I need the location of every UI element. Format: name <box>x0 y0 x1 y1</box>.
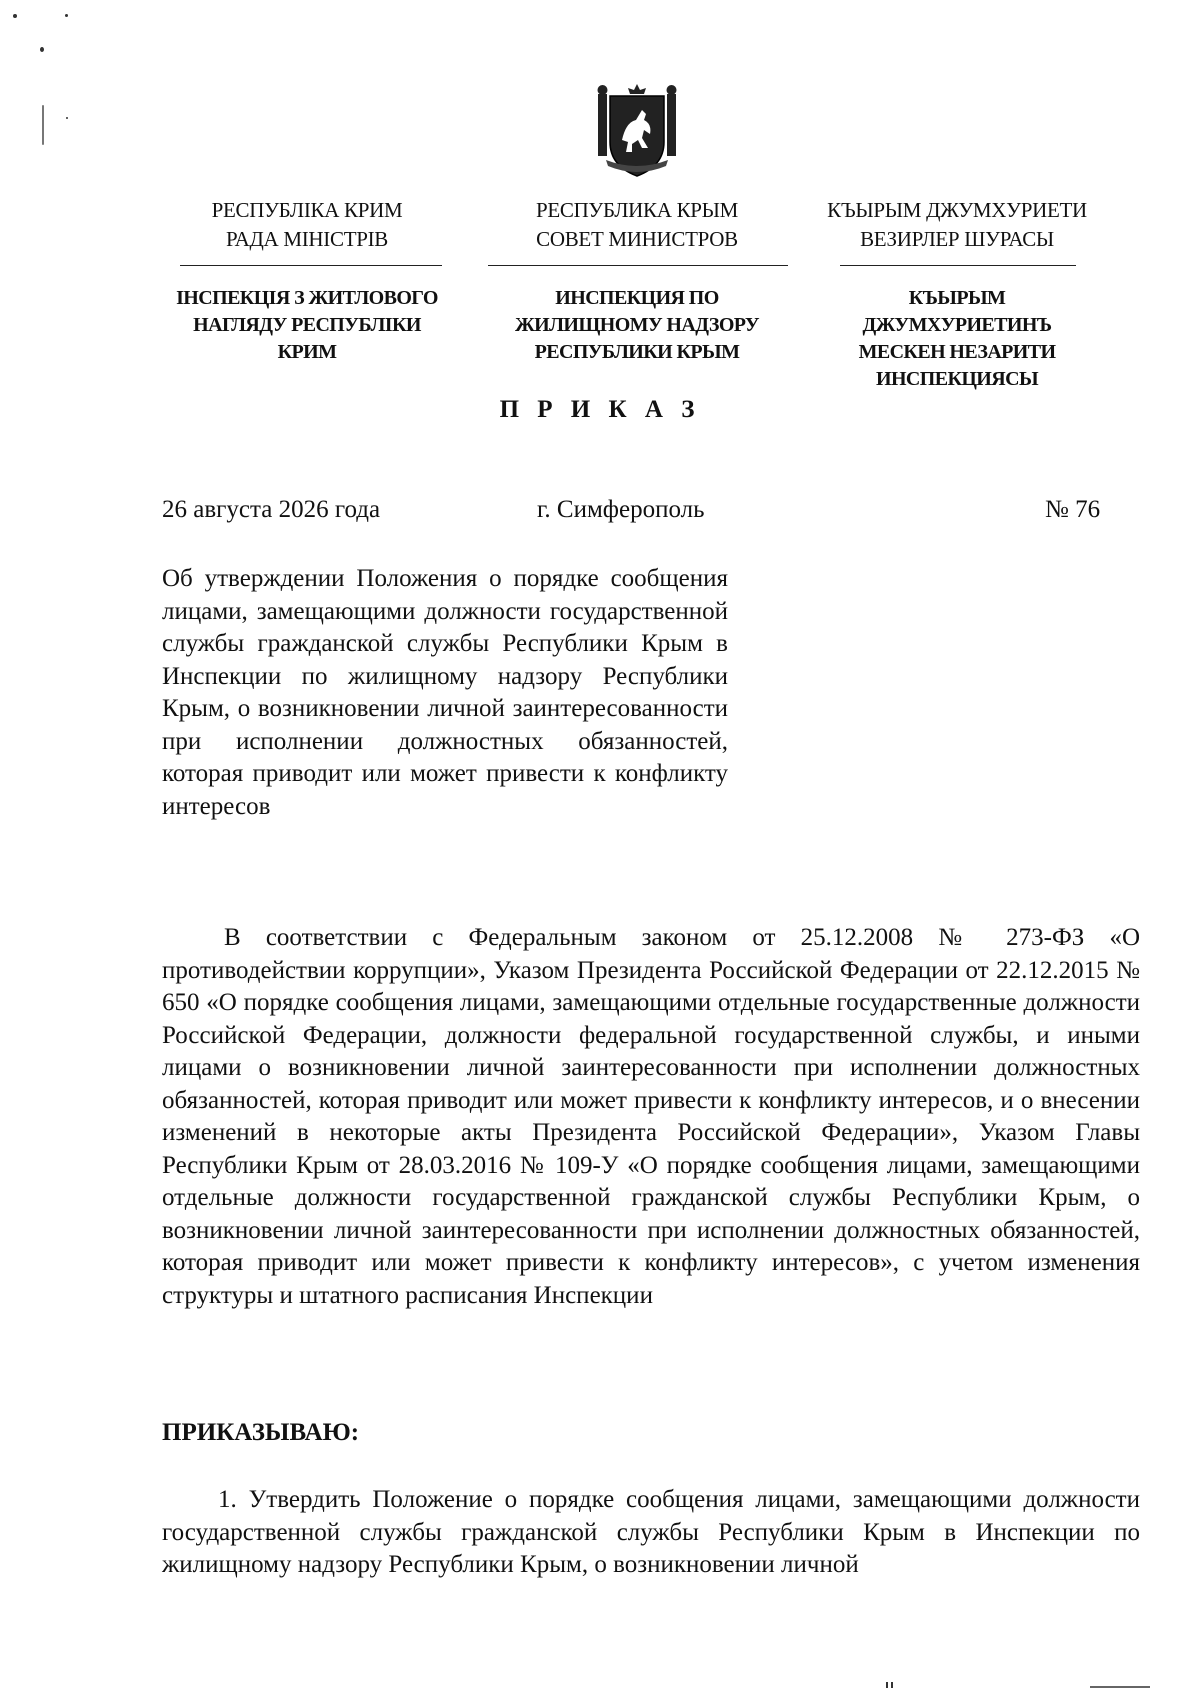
council-name-ua: РАДА МІНІСТРІВ <box>225 227 389 251</box>
crimea-coat-of-arms-icon <box>592 80 682 180</box>
council-name-ru: СОВЕТ МИНИСТРОВ <box>536 227 738 251</box>
scan-artifact <box>886 1682 888 1688</box>
header-center <box>487 196 787 254</box>
order-item-1: 1. Утвердить Положение о порядке сообщения лицами, замещающими должности государственной службы гражданской службы Республики Крым в Инспекции по жилищному надзору Республики Крым, о возникновении личной <box>162 1486 1140 1578</box>
scan-artifact <box>1090 1686 1150 1688</box>
header-rule-left <box>180 265 442 266</box>
document-title: П Р И К А З <box>499 396 701 423</box>
header-rule-center <box>488 265 788 266</box>
header-rule-right <box>840 265 1076 266</box>
scan-artifact <box>65 14 68 17</box>
document-date: 26 августа 2026 года <box>162 496 381 523</box>
republic-name-crh: КЪЫРЫМ ДЖУМХУРИЕТИ <box>827 198 1087 222</box>
inspection-name-center: ИНСПЕКЦИЯ ПО ЖИЛИЩНОМУ НАДЗОРУ РЕСПУБЛИКИ КРЫМ <box>515 287 759 363</box>
council-name-crh: ВЕЗИРЛЕР ШУРАСЫ <box>860 227 1054 251</box>
order-heading: ПРИКАЗЫВАЮ: <box>162 1419 360 1446</box>
scan-artifact <box>40 47 44 52</box>
scan-artifact <box>13 14 17 18</box>
inspection-name-left: ІНСПЕКЦІЯ З ЖИТЛОВОГО НАГЛЯДУ РЕСПУБЛІКИ КРИМ <box>176 287 438 363</box>
scan-artifact <box>891 1682 893 1688</box>
inspection-name-right: КЪЫРЫМ ДЖУМХУРИЕТИНЪ МЕСКЕН НЕЗАРИТИ ИНСПЕКЦИЯСЫ <box>858 287 1056 390</box>
header-left <box>172 196 442 254</box>
document-subject: Об утверждении Положения о порядке сообщения лицами, замещающими должности государственной службы гражданской службы Республики Крым в Инспекции по жилищному надзору Республики Крым, о возникновении личной заинтересованности при исполнении должностных обязанностей, которая приводит или может привести к конфликту интересов <box>162 565 728 820</box>
scan-artifact <box>42 105 44 145</box>
document-preamble: В соответствии с Федеральным законом от 25.12.2008 № 273-ФЗ «О противодействии коррупции», Указом Президента Российской Федерации от 22.12.2015 № 650 «О порядке сообщения лицами, замещающими отдельные государственные должности Российской Федерации, должности федеральной государственной службы, и иными лицами о возникновении личной заинтересованности при исполнении должностных обязанностей, которая приводит или может привести к конфликту интересов, и о внесении изменений в некоторые акты Президента Российской Федерации», Указом Главы Республики Крым от 28.03.2016 № 109-У «О порядке сообщения лицами, замещающими отдельные должности государственной гражданской службы Республики Крым, о возникновении личной заинтересованности при исполнении должностных обязанностей, которая приводит или может привести к конфликту интересов», с учетом изменения структуры и штатного расписания Инспекции <box>162 924 1140 1309</box>
header-right <box>812 196 1102 254</box>
document-city: г. Симферополь <box>537 496 705 523</box>
republic-name-ua: РЕСПУБЛІКА КРИМ <box>211 198 403 222</box>
document-number: № 76 <box>1045 496 1101 523</box>
scan-artifact <box>66 117 68 119</box>
republic-name-ru: РЕСПУБЛИКА КРЫМ <box>535 198 739 222</box>
